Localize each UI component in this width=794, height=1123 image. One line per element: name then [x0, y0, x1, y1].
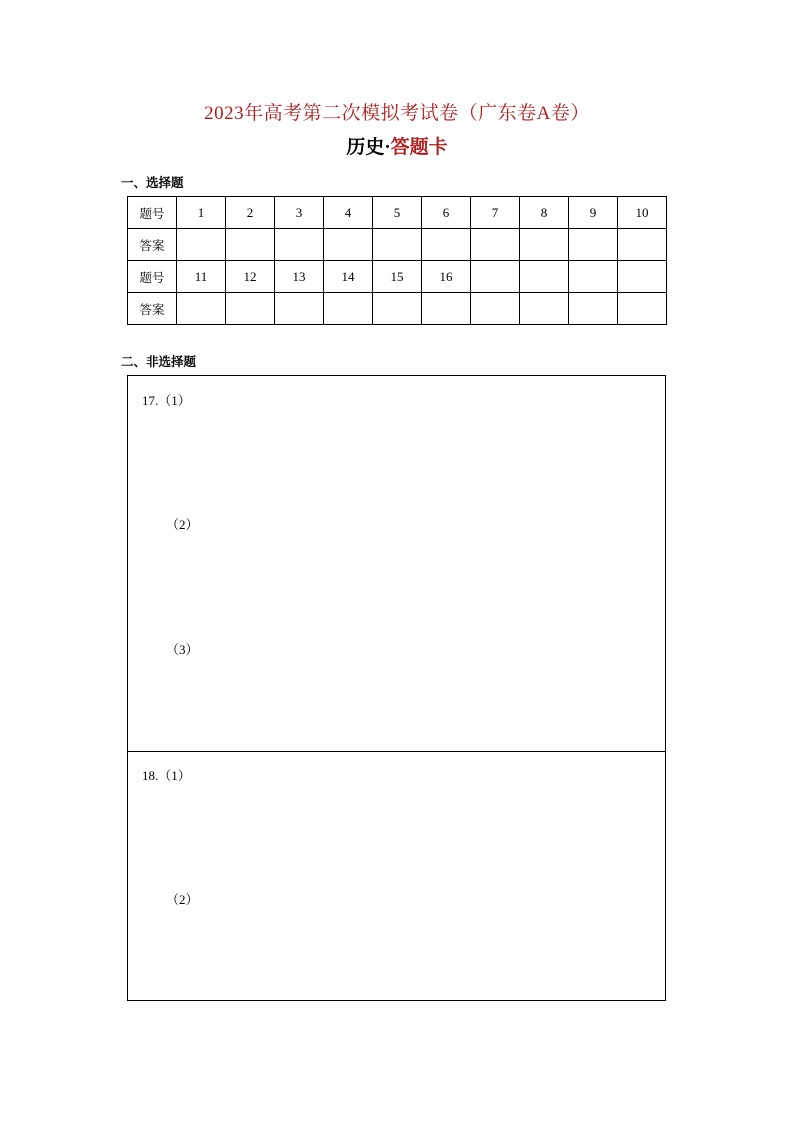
choice-answer-table — [127, 196, 667, 325]
answer-cell[interactable] — [422, 293, 471, 325]
q17-part1-label: 17.（1） — [142, 393, 191, 408]
subject-label: 历史· — [346, 137, 391, 158]
answer-cell[interactable] — [324, 293, 373, 325]
question-number-cell — [471, 261, 520, 293]
answer-cell[interactable] — [520, 229, 569, 261]
answer-card-label: 答题卡 — [390, 137, 448, 158]
question-number-cell — [618, 261, 667, 293]
question-number-cell: 2 — [226, 197, 275, 229]
question-number-label: 题号 — [128, 197, 177, 229]
question-number-label: 题号 — [128, 261, 177, 293]
question-number-cell: 9 — [569, 197, 618, 229]
answer-cell[interactable] — [471, 293, 520, 325]
exam-title: 2023年高考第二次模拟考试卷（广东卷A卷） — [204, 103, 590, 124]
answer-cell[interactable] — [569, 293, 618, 325]
q17-part3-label: （3） — [166, 642, 199, 657]
question-number-cell: 15 — [373, 261, 422, 293]
answer-cell[interactable] — [226, 229, 275, 261]
question-number-cell: 6 — [422, 197, 471, 229]
question-number-cell: 7 — [471, 197, 520, 229]
question-number-cell: 4 — [324, 197, 373, 229]
answer-box-q17[interactable] — [127, 375, 666, 752]
answer-cell[interactable] — [177, 293, 226, 325]
answer-label: 答案 — [128, 229, 177, 261]
answer-cell[interactable] — [569, 229, 618, 261]
question-number-cell — [569, 261, 618, 293]
table-row — [128, 293, 667, 325]
answer-cell[interactable] — [422, 229, 471, 261]
question-number-cell: 8 — [520, 197, 569, 229]
table-row — [128, 197, 667, 229]
answer-cell[interactable] — [324, 229, 373, 261]
question-number-cell: 1 — [177, 197, 226, 229]
answer-cell[interactable] — [373, 293, 422, 325]
question-number-cell — [520, 261, 569, 293]
answer-label: 答案 — [128, 293, 177, 325]
answer-cell[interactable] — [177, 229, 226, 261]
section-choice-heading: 一、选择题 — [121, 175, 184, 190]
answer-card-subtitle — [0, 132, 794, 159]
question-number-cell: 11 — [177, 261, 226, 293]
answer-cell[interactable] — [275, 293, 324, 325]
answer-cell[interactable] — [275, 229, 324, 261]
answer-box-q18[interactable] — [127, 751, 666, 1001]
answer-cell[interactable] — [618, 229, 667, 261]
question-number-cell: 14 — [324, 261, 373, 293]
answer-cell[interactable] — [520, 293, 569, 325]
question-number-cell: 13 — [275, 261, 324, 293]
table-row — [128, 229, 667, 261]
answer-cell[interactable] — [226, 293, 275, 325]
answer-cell[interactable] — [373, 229, 422, 261]
question-number-cell: 16 — [422, 261, 471, 293]
answer-cell[interactable] — [471, 229, 520, 261]
q18-part2-label: （2） — [166, 892, 199, 907]
question-number-cell: 5 — [373, 197, 422, 229]
q18-part1-label: 18.（1） — [142, 768, 191, 783]
question-number-cell: 10 — [618, 197, 667, 229]
q17-part2-label: （2） — [166, 517, 199, 532]
question-number-cell: 12 — [226, 261, 275, 293]
answer-cell[interactable] — [618, 293, 667, 325]
section-essay-heading: 二、非选择题 — [121, 354, 197, 369]
question-number-cell: 3 — [275, 197, 324, 229]
table-row — [128, 261, 667, 293]
